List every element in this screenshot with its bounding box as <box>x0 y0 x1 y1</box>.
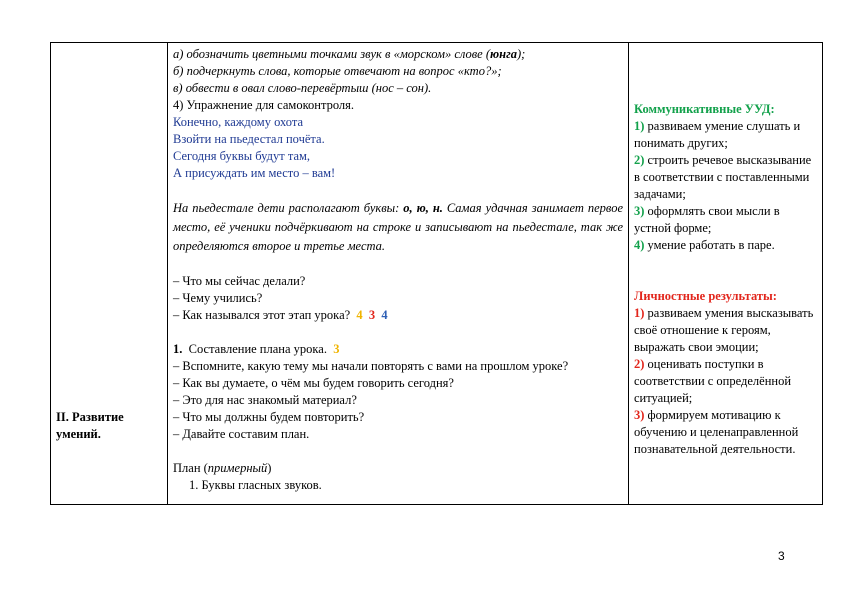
task-c: в) обвести в овал слово-перевёртыш (нос – сон). <box>173 81 432 95</box>
mark-red: 3 <box>368 308 376 322</box>
stage-title: II. Развитие умений. <box>56 410 124 441</box>
personal-title: Личностные результаты: <box>634 289 777 303</box>
poem-line: Сегодня буквы будут там, <box>173 149 311 163</box>
personal-item: 1) развиваем умения высказывать своё отношение к героям, выражать свои эмоции; <box>634 306 814 354</box>
question: – Чему учились? <box>173 291 263 305</box>
poem-line: Взойти на пьедестал почёта. <box>173 132 325 146</box>
question: – Давайте составим план. <box>173 427 310 441</box>
question: – Это для нас знакомый материал? <box>173 393 357 407</box>
task-a: а) обозначить цветными точками звук в «морском» слове (юнга); <box>173 47 526 61</box>
question: – Что мы должны будем повторить? <box>173 410 365 424</box>
communicative-item: 2) строить речевое высказывание в соответствии с поставленными задачами; <box>634 153 812 201</box>
lesson-table <box>50 42 823 505</box>
question-with-marks: – Как назывался этот этап урока? 4 3 4 <box>173 308 388 322</box>
plan-item: 1. Буквы гласных звуков. <box>189 478 322 492</box>
personal-item: 3) формируем мотивацию к обучению и целенаправленной познавательной деятельности. <box>634 408 799 456</box>
poem-line: Конечно, каждому охота <box>173 115 304 129</box>
stage-column <box>51 43 168 504</box>
mark-yellow: 3 <box>333 342 340 356</box>
personal-item: 2) оценивать поступки в соответствии с определённой ситуацией; <box>634 357 792 405</box>
question: – Вспомните, какую тему мы начали повторять с вами на прошлом уроке? <box>173 359 569 373</box>
communicative-item: 4) умение работать в паре. <box>634 238 775 252</box>
poem-line: А присуждать им место – вам! <box>173 166 336 180</box>
question: – Что мы сейчас делали? <box>173 274 306 288</box>
pedestal-paragraph: На пьедестале дети располагают буквы: о, ю, н. Самая удачная занимает первое место, её ученики подчёркивают на строке и записывают на пьедестале, так же определяются второе и третье места. <box>173 201 623 253</box>
task-b: б) подчеркнуть слова, которые отвечают на вопрос «кто?»; <box>173 64 502 78</box>
outcomes-column <box>628 43 822 504</box>
page-number: 3 <box>778 549 785 563</box>
communicative-item: 1) развиваем умение слушать и понимать других; <box>634 119 801 150</box>
plan-label: План (примерный) <box>173 461 272 475</box>
outcomes <box>634 101 816 458</box>
content-column <box>167 43 629 504</box>
question: – Как вы думаете, о чём мы будем говорить сегодня? <box>173 376 454 390</box>
communicative-item: 3) оформлять свои мысли в устной форме; <box>634 204 780 235</box>
mark-yellow: 4 <box>356 308 363 322</box>
mark-blue: 4 <box>381 308 388 322</box>
plan-step-title: 1. Составление плана урока. 3 <box>173 342 340 356</box>
lesson-content <box>173 46 623 494</box>
communicative-title: Коммуникативные УУД: <box>634 102 775 116</box>
exercise-title: 4) Упражнение для самоконтроля. <box>173 98 355 112</box>
